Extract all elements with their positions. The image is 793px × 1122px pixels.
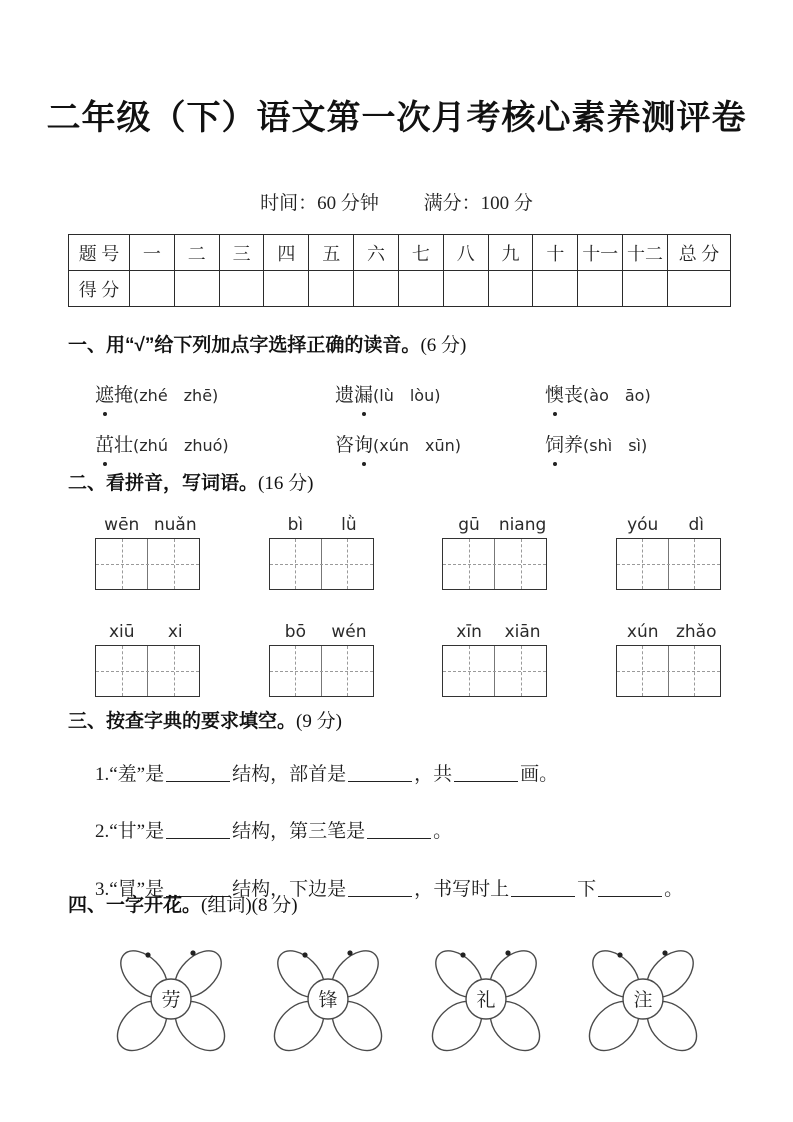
pinyin-choices: (zhú zhuó) xyxy=(133,436,229,455)
score-cell-empty xyxy=(174,271,219,307)
score-header-cell: 六 xyxy=(354,235,399,271)
word-char: 丧 xyxy=(564,385,584,406)
blank-field xyxy=(166,819,230,839)
writing-grid xyxy=(616,538,721,590)
word-char-dotted: 询 xyxy=(354,430,373,457)
score-header-cell: 八 xyxy=(443,235,488,271)
word-char-dotted: 漏 xyxy=(354,380,373,407)
section-4-score: (8 分) xyxy=(251,895,298,916)
writing-grid xyxy=(442,538,547,590)
score-cell-empty xyxy=(488,271,533,307)
exam-time: 时间：60 分钟 xyxy=(260,193,379,214)
word-char: 遗 xyxy=(335,385,355,406)
score-cell-empty xyxy=(219,271,264,307)
section-4 xyxy=(68,890,733,1055)
score-header-cell: 题 号 xyxy=(69,235,130,271)
pinyin-grid-block xyxy=(616,515,723,590)
score-cell-empty xyxy=(398,271,443,307)
score-table-score-row xyxy=(69,271,731,307)
petal-dot xyxy=(460,952,465,957)
blank-field xyxy=(367,819,431,839)
score-table xyxy=(68,234,731,307)
pinyin-grid-block xyxy=(95,515,202,590)
petal-dot xyxy=(617,952,622,957)
pronunciation-item xyxy=(335,430,545,457)
petal-dot xyxy=(505,950,510,955)
section-4-heading xyxy=(68,890,733,917)
pinyin-choices: (shì sì) xyxy=(583,436,648,455)
section-2-heading-text: 二、看拼音，写词语。 xyxy=(68,473,259,494)
flower-row xyxy=(106,947,708,1055)
writing-grid xyxy=(269,538,374,590)
score-header-cell: 五 xyxy=(309,235,354,271)
word-char-dotted: 遮 xyxy=(95,380,114,407)
section-1-score: (6 分) xyxy=(420,335,467,356)
flower-center-char: 注 xyxy=(633,990,653,1011)
section-4-note: (组词) xyxy=(201,895,252,916)
score-cell-empty xyxy=(533,271,578,307)
score-cell-empty xyxy=(668,271,731,307)
word-char-dotted: 茁 xyxy=(95,430,114,457)
score-cell-empty xyxy=(623,271,668,307)
petal-dot xyxy=(190,950,195,955)
pinyin-label: xīn xiān xyxy=(456,622,541,642)
score-header-cell: 十二 xyxy=(623,235,668,271)
score-cell-empty xyxy=(264,271,309,307)
pinyin-label: bì lǜ xyxy=(287,515,357,535)
pronunciation-item xyxy=(95,430,335,457)
writing-grid xyxy=(442,645,547,697)
word-char: 养 xyxy=(564,435,584,456)
page-title: 二年级（下）语文第一次月考核心素养测评卷 xyxy=(46,99,747,137)
petal-dot xyxy=(145,952,150,957)
pinyin-label: xiū xi xyxy=(108,622,183,642)
word-char: 掩 xyxy=(114,385,134,406)
score-header-cell: 七 xyxy=(398,235,443,271)
score-cell-empty xyxy=(354,271,399,307)
section-1-heading-text: 一、用“√”给下列加点字选择正确的读音。 xyxy=(68,335,421,356)
pinyin-choices: (lù lòu) xyxy=(373,386,441,405)
section-3 xyxy=(68,706,733,905)
pronunciation-item xyxy=(95,380,335,407)
word-flower-diagram xyxy=(106,947,236,1055)
pinyin-grid-row-1 xyxy=(95,515,723,590)
pinyin-label: yóu dì xyxy=(627,515,704,535)
section-2-heading xyxy=(68,468,733,495)
petal-dot xyxy=(348,950,353,955)
pinyin-grid-row-2 xyxy=(95,622,723,697)
pinyin-grid-block xyxy=(269,622,376,697)
word-flower-diagram xyxy=(578,947,708,1055)
score-header-cell: 一 xyxy=(130,235,175,271)
section-1-row-2 xyxy=(68,430,733,457)
petal-dot xyxy=(662,950,667,955)
pinyin-grid-block xyxy=(442,515,549,590)
section-2-score: (16 分) xyxy=(258,473,314,494)
writing-grid xyxy=(269,645,374,697)
score-cell-empty xyxy=(309,271,354,307)
section-2 xyxy=(68,468,733,697)
petal-dot xyxy=(303,952,308,957)
word-char: 咨 xyxy=(335,435,355,456)
pinyin-grid-block xyxy=(269,515,376,590)
score-cell-empty xyxy=(130,271,175,307)
score-header-cell: 二 xyxy=(174,235,219,271)
blank-field xyxy=(454,762,518,782)
section-4-heading-text: 四、一字开花。 xyxy=(68,895,202,916)
section-1 xyxy=(68,330,733,457)
flower-center-char: 劳 xyxy=(161,990,181,1011)
flower-center-char: 锋 xyxy=(318,990,338,1011)
pinyin-label: gū niang xyxy=(458,515,547,535)
pinyin-choices: (xún xūn) xyxy=(373,436,462,455)
dictionary-item-1: 1.“羞”是 结构，部首是 ，共 画。 xyxy=(95,764,559,785)
score-header-cell: 九 xyxy=(488,235,533,271)
section-1-heading xyxy=(68,330,733,357)
word-char: 壮 xyxy=(114,435,134,456)
pinyin-grid-block xyxy=(442,622,549,697)
writing-grid xyxy=(616,645,721,697)
word-char-dotted: 懊 xyxy=(545,380,564,407)
score-table-header-row xyxy=(69,235,731,271)
score-row-label: 得 分 xyxy=(69,271,130,307)
pinyin-label: xún zhǎo xyxy=(626,622,717,642)
word-flower-diagram xyxy=(263,947,393,1055)
word-char-dotted: 饲 xyxy=(545,430,564,457)
writing-grid xyxy=(95,645,200,697)
writing-grid xyxy=(95,538,200,590)
score-cell-empty xyxy=(443,271,488,307)
flower-center-char: 礼 xyxy=(476,990,496,1011)
dictionary-item-2: 2.“甘”是 结构，第三笔是 。 xyxy=(95,821,453,843)
word-flower-diagram xyxy=(421,947,551,1055)
pinyin-grid-block xyxy=(95,622,202,697)
pinyin-choices: (ào āo) xyxy=(583,386,651,405)
score-header-cell: 三 xyxy=(219,235,264,271)
pinyin-label: wēn nuǎn xyxy=(104,515,197,535)
pronunciation-item xyxy=(545,430,647,457)
pronunciation-item xyxy=(335,380,545,407)
pronunciation-item xyxy=(545,380,651,407)
score-header-cell: 十一 xyxy=(578,235,623,271)
section-3-heading xyxy=(68,706,733,733)
score-header-cell: 十 xyxy=(533,235,578,271)
section-3-score: (9 分) xyxy=(296,711,342,732)
score-header-cell: 总 分 xyxy=(668,235,731,271)
section-1-row-1 xyxy=(68,380,733,407)
exam-full-score: 满分：100 分 xyxy=(423,193,533,214)
pinyin-label: bō wén xyxy=(284,622,367,642)
score-cell-empty xyxy=(578,271,623,307)
score-header-cell: 四 xyxy=(264,235,309,271)
blank-field xyxy=(166,762,230,782)
pinyin-choices: (zhé zhē) xyxy=(133,386,219,405)
exam-meta xyxy=(0,188,793,215)
pinyin-grid-block xyxy=(616,622,723,697)
blank-field xyxy=(348,762,412,782)
section-3-heading-text: 三、按查字典的要求填空。 xyxy=(68,711,297,732)
dictionary-item-3: 3.“冒”是 结构，下边是 ，书写时上 下 。 xyxy=(95,878,684,900)
